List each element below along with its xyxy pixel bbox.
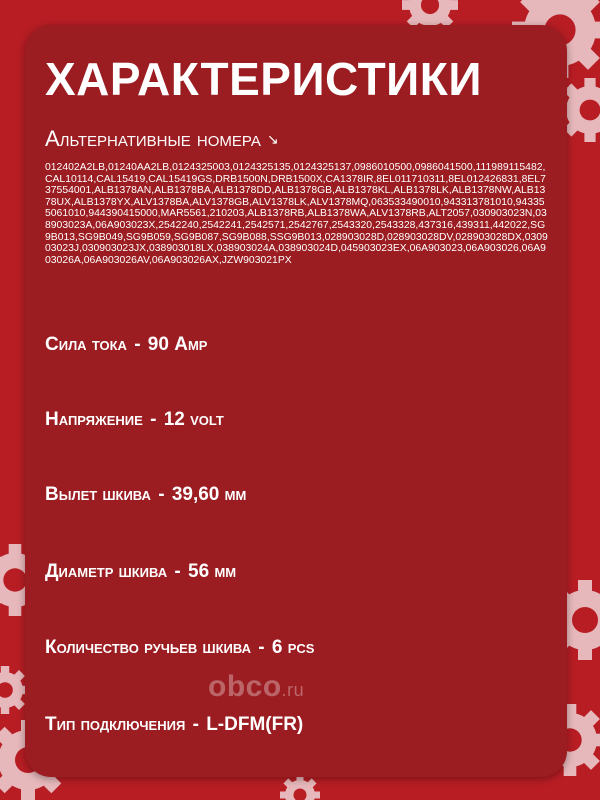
spec-dash: -: [192, 714, 199, 735]
spec-label: Напряжение: [45, 409, 143, 430]
spec-value: 39,60: [171, 484, 220, 505]
alternative-numbers-list: 012402A2LB,01240AA2LB,0124325003,0124325135,0124325137,0986010500,0986041500,111989115482,CAL10114,CAL15419,CAL15419GS,DRB1500N,DRB1500X,CA1378IR,8EL011710311,8EL012426831,8EL737554001,ALB1378AN,ALB1378BA,ALB1378DD,ALB1378GB,ALB1378KL,ALB1378LK,ALB1378NW,ALB1378UX,ALB1378YX,ALV1378BA,ALV1378GB,ALV1378LK,ALV1378MQ,063533490010,943313781010,943355061010,944390415000,MAR5561,210203,ALB1378RB,ALB1378WA,ALV1378RB,ALT2057,030903023N,038903023A,06A903023X,2542240,2542241,2542571,2542767,2543320,2543328,437316,439311,442022,SG9B013,SG9B049,SG9B059,SG9B087,SG9B088,SSG9B013,028903028D,028903028DV,028903028DX,030903023J,030903023JX,038903018LX,038903024A,038903024D,045903023EX,06A903023,06A903026,06A903026A,06A903026AV,06A903026AX,JZW903021PX: [45, 162, 548, 266]
alternative-numbers-label: Альтернативные номера: [45, 126, 261, 151]
spec-dash: -: [174, 561, 181, 582]
spec-label: Количество ручьев шкива: [45, 637, 251, 658]
spec-dash: -: [150, 409, 157, 430]
characteristics-card: [25, 25, 567, 777]
spec-label: Сила тока: [45, 334, 127, 355]
spec-unit: Amp: [174, 334, 208, 355]
gear-icon: [280, 775, 320, 800]
spec-value: 6: [271, 637, 283, 658]
watermark-brand: obco: [208, 670, 282, 703]
page-title: ХАРАКТЕРИСТИКИ: [45, 53, 482, 105]
spec-current: [45, 333, 207, 357]
spec-label: Тип подключения: [45, 714, 186, 735]
watermark-tld: .ru: [281, 680, 305, 700]
spec-connection-type: [45, 713, 303, 737]
spec-dash: -: [258, 637, 265, 658]
spec-unit: volt: [190, 409, 224, 430]
spec-pulley-grooves: [45, 636, 314, 660]
spec-unit: мм: [224, 484, 247, 505]
spec-dash: -: [158, 484, 165, 505]
spec-value: 90: [147, 334, 169, 355]
spec-value: 56: [188, 561, 210, 582]
alternative-numbers-heading: [45, 125, 279, 153]
spec-unit: мм: [214, 561, 237, 582]
spec-value: L-DFM(FR): [206, 714, 304, 735]
arrow-down-right-icon: ↘: [266, 131, 279, 147]
spec-pulley-offset: [45, 483, 246, 507]
watermark-logo: [208, 670, 304, 704]
spec-dash: -: [134, 334, 141, 355]
spec-label: Диаметр шкива: [45, 561, 168, 582]
spec-voltage: [45, 408, 224, 432]
spec-label: Вылет шкива: [45, 484, 151, 505]
spec-value: 12: [163, 409, 185, 430]
spec-pulley-diameter: [45, 560, 236, 584]
spec-unit: pcs: [287, 637, 315, 658]
